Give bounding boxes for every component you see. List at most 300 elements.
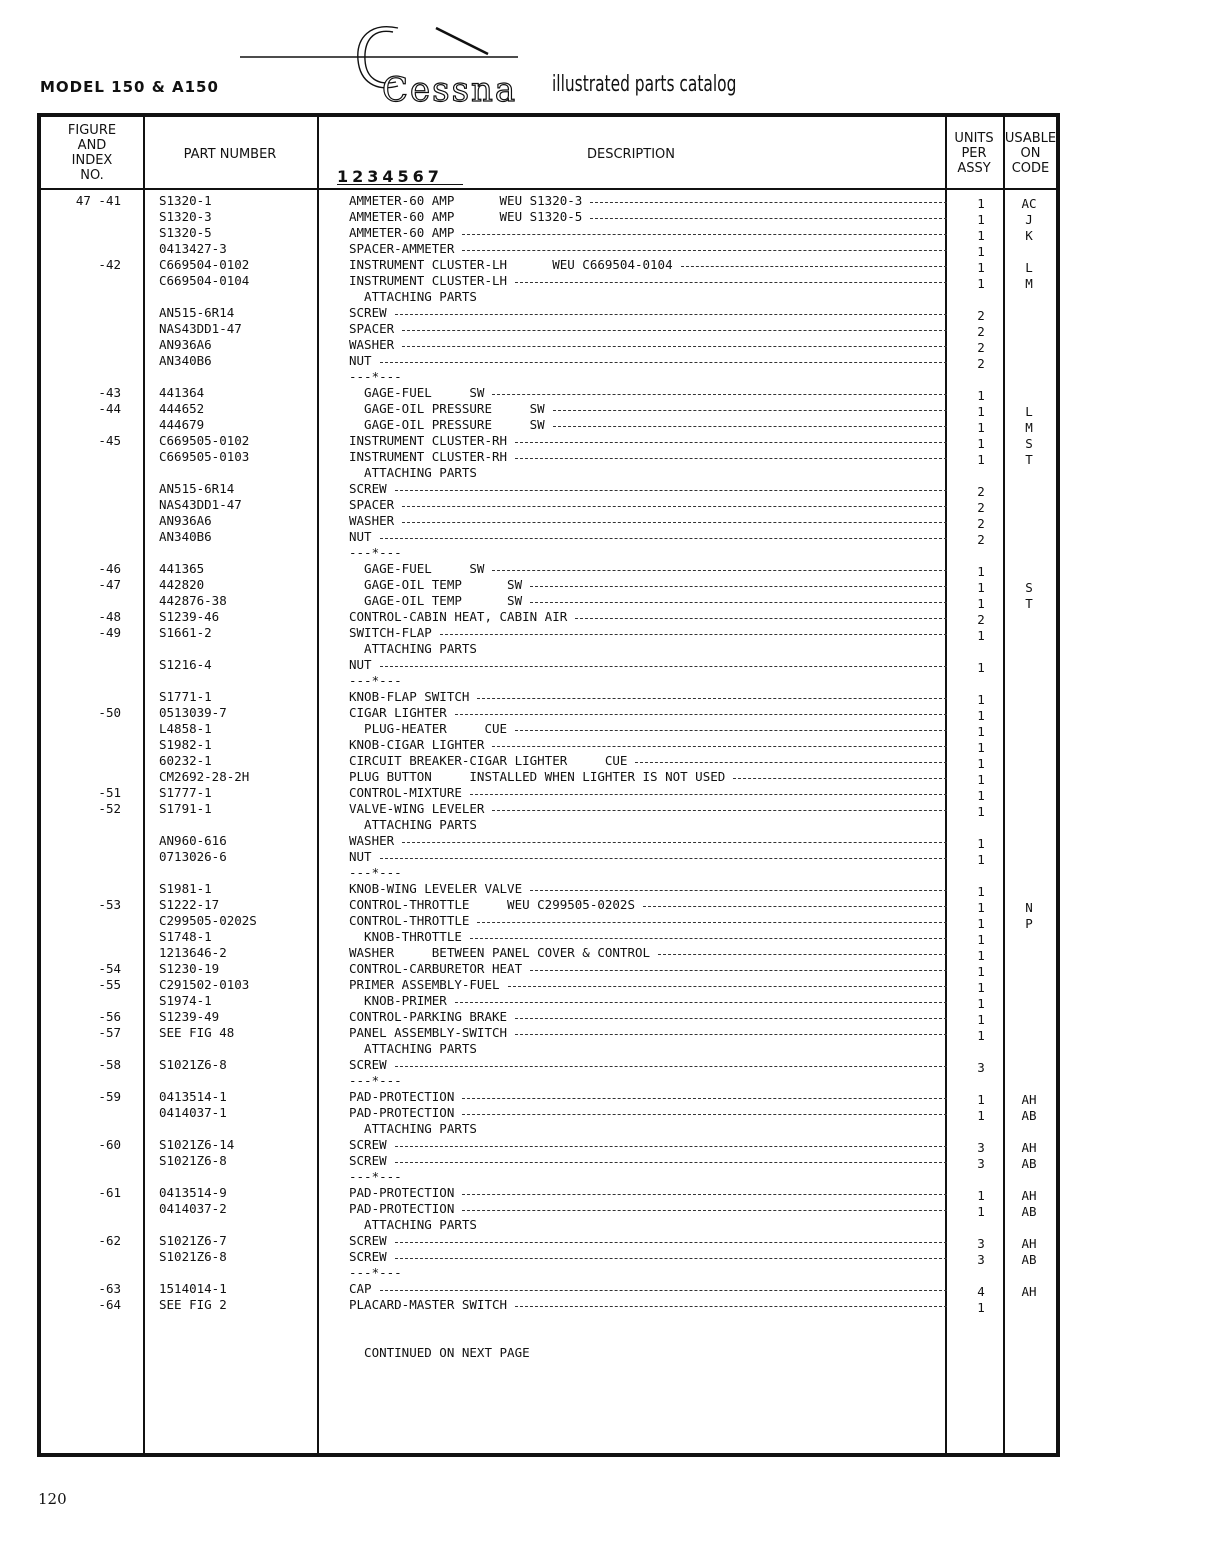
table-row <box>41 545 1056 561</box>
figure-index: -53 <box>98 897 121 912</box>
description <box>349 497 947 513</box>
description <box>349 225 947 241</box>
figure-index: -44 <box>98 401 121 416</box>
part-number: 0413427-3 <box>159 241 227 256</box>
table-row <box>41 401 1056 417</box>
table-row <box>41 369 1056 385</box>
part-number: 0414037-2 <box>159 1201 227 1216</box>
description <box>349 689 947 705</box>
units-per-assy: 3 <box>977 1236 985 1251</box>
table-row <box>41 353 1056 369</box>
description <box>349 705 947 721</box>
description <box>349 1169 947 1185</box>
usable-code: M <box>1025 276 1033 291</box>
usable-code: AH <box>1021 1092 1037 1107</box>
description-text: CONTROL-MIXTURE <box>349 785 462 800</box>
leader-line <box>455 714 947 715</box>
description <box>349 449 947 465</box>
table-row <box>41 721 1056 737</box>
description <box>349 1297 947 1313</box>
figure-index: -42 <box>98 257 121 272</box>
description <box>349 1217 947 1233</box>
description <box>349 1233 947 1249</box>
description <box>349 257 947 273</box>
description <box>349 993 947 1009</box>
description-text: ATTACHING PARTS <box>349 641 477 656</box>
description <box>349 881 947 897</box>
description-text: PLACARD-MASTER SWITCH <box>349 1297 508 1312</box>
part-number: 442820 <box>159 577 205 592</box>
table-row <box>41 1105 1056 1121</box>
units-per-assy: 2 <box>977 484 985 499</box>
description <box>349 977 947 993</box>
leader-line <box>492 570 947 571</box>
indent-digits: 1234567 <box>337 167 443 186</box>
part-number: S1216-4 <box>159 657 212 672</box>
description <box>349 529 947 545</box>
leader-line <box>380 666 947 667</box>
units-per-assy: 2 <box>977 532 985 547</box>
leader-line <box>635 762 947 763</box>
part-number: AN340B6 <box>159 529 212 544</box>
usable-code: T <box>1025 596 1033 611</box>
units-per-assy: 2 <box>977 340 985 355</box>
description <box>349 1009 947 1025</box>
description-text: NUT <box>349 849 372 864</box>
leader-line <box>470 938 947 939</box>
leader-line <box>395 314 947 315</box>
description <box>349 753 947 769</box>
table-row <box>41 481 1056 497</box>
figure-index: -61 <box>98 1185 121 1200</box>
table-row <box>41 817 1056 833</box>
description-text: SCREW <box>349 1233 387 1248</box>
units-per-assy: 2 <box>977 324 985 339</box>
usable-code: AH <box>1021 1140 1037 1155</box>
units-per-assy: 1 <box>977 1188 985 1203</box>
leader-line <box>530 890 947 891</box>
description <box>349 577 947 593</box>
description-text: ATTACHING PARTS <box>349 1041 477 1056</box>
table-row <box>41 465 1056 481</box>
description <box>349 817 947 833</box>
description-text: WASHER <box>349 513 395 528</box>
table-row <box>41 1089 1056 1105</box>
description-text: GAGE-OIL PRESSURE SW <box>349 401 545 416</box>
figure-index: -57 <box>98 1025 121 1040</box>
figure-index: -62 <box>98 1233 121 1248</box>
units-per-assy: 3 <box>977 1252 985 1267</box>
leader-line <box>462 1098 947 1099</box>
part-number: S1661-2 <box>159 625 212 640</box>
leader-line <box>462 250 947 251</box>
description-text: CONTROL-THROTTLE <box>349 913 470 928</box>
header-divider <box>41 188 1056 190</box>
table-row <box>41 257 1056 273</box>
units-per-assy: 1 <box>977 452 985 467</box>
part-number: 0713026-6 <box>159 849 227 864</box>
part-number: 441365 <box>159 561 205 576</box>
description <box>349 385 947 401</box>
figure-index: -59 <box>98 1089 121 1104</box>
units-per-assy: 4 <box>977 1284 985 1299</box>
description <box>349 1153 947 1169</box>
description-text: GAGE-OIL TEMP SW <box>349 577 523 592</box>
table-row <box>41 1185 1056 1201</box>
leader-line <box>590 202 947 203</box>
description <box>349 241 947 257</box>
description <box>349 833 947 849</box>
leader-line <box>515 1306 947 1307</box>
part-number: AN515-6R14 <box>159 305 235 320</box>
description-text: PRIMER ASSEMBLY-FUEL <box>349 977 500 992</box>
part-number: 441364 <box>159 385 205 400</box>
units-per-assy: 1 <box>977 1300 985 1315</box>
description <box>349 401 947 417</box>
units-per-assy: 1 <box>977 1012 985 1027</box>
usable-code: AB <box>1021 1156 1037 1171</box>
description-text: PAD-PROTECTION <box>349 1185 455 1200</box>
part-number: 0413514-1 <box>159 1089 227 1104</box>
part-number: S1771-1 <box>159 689 212 704</box>
units-per-assy: 2 <box>977 500 985 515</box>
table-row <box>41 1345 1056 1361</box>
header-part-number: PART NUMBER <box>183 147 277 162</box>
description-text: CONTROL-PARKING BRAKE <box>349 1009 508 1024</box>
part-number: AN340B6 <box>159 353 212 368</box>
description-text: NUT <box>349 353 372 368</box>
part-number: AN936A6 <box>159 513 212 528</box>
figure-index: -64 <box>98 1297 121 1312</box>
table-row <box>41 1041 1056 1057</box>
figure-index: -43 <box>98 385 121 400</box>
description <box>349 465 947 481</box>
leader-line <box>402 842 947 843</box>
description-text: CONTROL-CABIN HEAT, CABIN AIR <box>349 609 568 624</box>
leader-line <box>380 538 947 539</box>
description-text: CAP <box>349 1281 372 1296</box>
part-number: S1320-3 <box>159 209 212 224</box>
header-usable-code: USABLE ON CODE <box>1004 131 1057 176</box>
part-number: 0413514-9 <box>159 1185 227 1200</box>
description-text: AMMETER-60 AMP <box>349 225 455 240</box>
part-number: AN515-6R14 <box>159 481 235 496</box>
description-text: ATTACHING PARTS <box>349 289 477 304</box>
usable-code: J <box>1025 212 1033 227</box>
table-row <box>41 273 1056 289</box>
brand-wordmark: Cessna <box>382 70 518 110</box>
part-number: S1021Z6-8 <box>159 1057 227 1072</box>
leader-line <box>380 1290 947 1291</box>
usable-code: S <box>1025 436 1033 451</box>
units-per-assy: 1 <box>977 692 985 707</box>
description-text: INSTRUMENT CLUSTER-LH <box>349 273 508 288</box>
figure-index: -60 <box>98 1137 121 1152</box>
units-per-assy: 1 <box>977 900 985 915</box>
leader-line <box>395 490 947 491</box>
leader-line <box>477 922 947 923</box>
header-units: UNITS PER ASSY <box>954 131 994 176</box>
description <box>349 721 947 737</box>
description <box>349 305 947 321</box>
units-per-assy: 1 <box>977 996 985 1011</box>
description-text: SPACER <box>349 497 395 512</box>
part-number: S1230-19 <box>159 961 220 976</box>
units-per-assy: 1 <box>977 212 985 227</box>
part-number: S1239-49 <box>159 1009 220 1024</box>
part-number: C669504-0104 <box>159 273 250 288</box>
description-text: INSTRUMENT CLUSTER-RH <box>349 449 508 464</box>
units-per-assy: 1 <box>977 884 985 899</box>
description <box>349 913 947 929</box>
figure-index: -46 <box>98 561 121 576</box>
figure-index: -49 <box>98 625 121 640</box>
units-per-assy: 1 <box>977 196 985 211</box>
leader-line <box>515 1034 947 1035</box>
description <box>349 801 947 817</box>
description <box>349 369 947 385</box>
leader-line <box>395 1146 947 1147</box>
description <box>349 1137 947 1153</box>
usable-code: AC <box>1021 196 1037 211</box>
part-number: NAS43DD1-47 <box>159 321 242 336</box>
part-number: AN936A6 <box>159 337 212 352</box>
description-text: WASHER <box>349 337 395 352</box>
figure-index: -51 <box>98 785 121 800</box>
usable-code: T <box>1025 452 1033 467</box>
part-number: S1748-1 <box>159 929 212 944</box>
description-text: NUT <box>349 657 372 672</box>
parts-table <box>37 113 1060 1457</box>
part-number: S1974-1 <box>159 993 212 1008</box>
table-row <box>41 561 1056 577</box>
table-row <box>41 1217 1056 1233</box>
table-row <box>41 945 1056 961</box>
leader-line <box>492 746 947 747</box>
figure-index: -58 <box>98 1057 121 1072</box>
units-per-assy: 1 <box>977 1204 985 1219</box>
table-row <box>41 433 1056 449</box>
usable-code: S <box>1025 580 1033 595</box>
description-text: CONTROL-CARBURETOR HEAT <box>349 961 523 976</box>
part-number: S1791-1 <box>159 801 212 816</box>
part-number: C291502-0103 <box>159 977 250 992</box>
units-per-assy: 1 <box>977 772 985 787</box>
figure-index: -52 <box>98 801 121 816</box>
usable-code: AB <box>1021 1252 1037 1267</box>
leader-line <box>462 1194 947 1195</box>
units-per-assy: 2 <box>977 356 985 371</box>
table-row <box>41 337 1056 353</box>
description <box>349 1281 947 1297</box>
units-per-assy: 3 <box>977 1156 985 1171</box>
leader-line <box>515 458 947 459</box>
description-text: CIRCUIT BREAKER-CIGAR LIGHTER CUE <box>349 753 628 768</box>
figure-index: -50 <box>98 705 121 720</box>
usable-code: L <box>1025 404 1033 419</box>
table-row <box>41 1297 1056 1313</box>
units-per-assy: 1 <box>977 420 985 435</box>
table-row <box>41 929 1056 945</box>
leader-line <box>515 282 947 283</box>
units-per-assy: 1 <box>977 980 985 995</box>
part-number: 444652 <box>159 401 205 416</box>
description-text: SWITCH-FLAP <box>349 625 432 640</box>
table-row <box>41 625 1056 641</box>
part-number: S1021Z6-7 <box>159 1233 227 1248</box>
description-text: WASHER <box>349 833 395 848</box>
table-row <box>41 785 1056 801</box>
description <box>349 289 947 305</box>
description-text: KNOB-THROTTLE <box>349 929 462 944</box>
description-text: ATTACHING PARTS <box>349 465 477 480</box>
units-per-assy: 1 <box>977 916 985 931</box>
units-per-assy: 1 <box>977 836 985 851</box>
description-text: WASHER BETWEEN PANEL COVER & CONTROL <box>349 945 651 960</box>
leader-line <box>402 346 947 347</box>
description-text: INSTRUMENT CLUSTER-RH <box>349 433 508 448</box>
description-text: PAD-PROTECTION <box>349 1201 455 1216</box>
usable-code: AH <box>1021 1236 1037 1251</box>
units-per-assy: 1 <box>977 436 985 451</box>
description-text: INSTRUMENT CLUSTER-LH WEU C669504-0104 <box>349 257 673 272</box>
units-per-assy: 1 <box>977 1108 985 1123</box>
table-row <box>41 1025 1056 1041</box>
description <box>349 353 947 369</box>
description-text: ATTACHING PARTS <box>349 1217 477 1232</box>
header-figure: FIGURE AND INDEX NO. <box>67 123 117 183</box>
description <box>349 673 947 689</box>
description <box>349 1265 947 1281</box>
description <box>349 657 947 673</box>
units-per-assy: 2 <box>977 308 985 323</box>
description <box>349 273 947 289</box>
units-per-assy: 1 <box>977 964 985 979</box>
part-number: 0414037-1 <box>159 1105 227 1120</box>
table-row <box>41 1313 1056 1329</box>
description-text: CONTROL-THROTTLE WEU C299505-0202S <box>349 897 635 912</box>
figure-index: -48 <box>98 609 121 624</box>
part-number: 444679 <box>159 417 205 432</box>
units-per-assy: 1 <box>977 580 985 595</box>
description <box>349 593 947 609</box>
part-number: S1777-1 <box>159 785 212 800</box>
description <box>349 865 947 881</box>
description-text: AMMETER-60 AMP WEU S1320-5 <box>349 209 583 224</box>
leader-line <box>477 698 947 699</box>
catalog-title: illustrated parts catalog <box>552 72 737 97</box>
units-per-assy: 1 <box>977 1092 985 1107</box>
figure-index: -45 <box>98 433 121 448</box>
header-description: DESCRIPTION <box>587 147 675 162</box>
description <box>349 1073 947 1089</box>
leader-line <box>681 266 947 267</box>
table-row <box>41 241 1056 257</box>
table-row <box>41 849 1056 865</box>
leader-line <box>402 506 947 507</box>
table-row <box>41 897 1056 913</box>
leader-line <box>553 410 947 411</box>
figure-index: -47 <box>98 577 121 592</box>
description-text: PLUG-HEATER CUE <box>349 721 508 736</box>
part-number: 1514014-1 <box>159 1281 227 1296</box>
leader-line <box>530 970 947 971</box>
description <box>349 545 947 561</box>
description <box>349 609 947 625</box>
description-text: ---*--- <box>349 865 402 880</box>
usable-code: L <box>1025 260 1033 275</box>
table-row <box>41 913 1056 929</box>
units-per-assy: 1 <box>977 788 985 803</box>
description <box>349 1345 947 1361</box>
units-per-assy: 1 <box>977 740 985 755</box>
leader-line <box>553 426 947 427</box>
table-row <box>41 449 1056 465</box>
part-number: C669505-0103 <box>159 449 250 464</box>
table-row <box>41 753 1056 769</box>
description <box>349 1025 947 1041</box>
table-row <box>41 1073 1056 1089</box>
leader-line <box>395 1066 947 1067</box>
description-text: SCREW <box>349 1057 387 1072</box>
units-per-assy: 1 <box>977 708 985 723</box>
description-text: SCREW <box>349 1137 387 1152</box>
table-row <box>41 1009 1056 1025</box>
description-text: KNOB-FLAP SWITCH <box>349 689 470 704</box>
leader-line <box>462 1210 947 1211</box>
description-text: PANEL ASSEMBLY-SWITCH <box>349 1025 508 1040</box>
description-text: KNOB-CIGAR LIGHTER <box>349 737 485 752</box>
part-number: NAS43DD1-47 <box>159 497 242 512</box>
leader-line <box>395 1162 947 1163</box>
description-text: ---*--- <box>349 1169 402 1184</box>
part-number: 0513039-7 <box>159 705 227 720</box>
table-row <box>41 641 1056 657</box>
usable-code: N <box>1025 900 1033 915</box>
description <box>349 641 947 657</box>
description <box>349 417 947 433</box>
description <box>349 929 947 945</box>
description <box>349 1041 947 1057</box>
description-text: KNOB-WING LEVELER VALVE <box>349 881 523 896</box>
table-row <box>41 497 1056 513</box>
description-text: ---*--- <box>349 545 402 560</box>
description <box>349 849 947 865</box>
description-text: SPACER <box>349 321 395 336</box>
part-number: S1320-5 <box>159 225 212 240</box>
table-row <box>41 1121 1056 1137</box>
description-text: CIGAR LIGHTER <box>349 705 447 720</box>
units-per-assy: 1 <box>977 660 985 675</box>
units-per-assy: 1 <box>977 724 985 739</box>
part-number: CM2692-28-2H <box>159 769 250 784</box>
description-text: SCREW <box>349 481 387 496</box>
part-number: 442876-38 <box>159 593 227 608</box>
part-number: 60232-1 <box>159 753 212 768</box>
leader-line <box>530 586 947 587</box>
leader-line <box>462 234 947 235</box>
leader-line <box>455 1002 947 1003</box>
description <box>349 513 947 529</box>
description-text: ATTACHING PARTS <box>349 1121 477 1136</box>
description <box>349 321 947 337</box>
description <box>349 769 947 785</box>
description-text: ---*--- <box>349 673 402 688</box>
table-row <box>41 881 1056 897</box>
description <box>349 1105 947 1121</box>
units-per-assy: 2 <box>977 516 985 531</box>
leader-line <box>395 1242 947 1243</box>
